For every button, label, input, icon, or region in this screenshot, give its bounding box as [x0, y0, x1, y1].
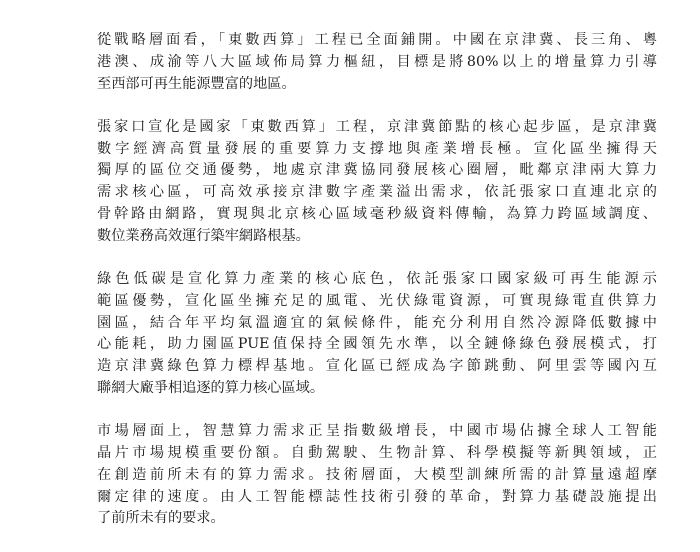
text-line: 至西部可再生能源豐富的地區。 — [97, 75, 296, 92]
text-line: 心能耗，助力園區PUE值保持全國領先水準，以全鏈條綠色發展模式，打 — [97, 336, 657, 353]
text-line: 張家口宣化是國家「東數西算」工程，京津冀節點的核心起步區，是京津冀 — [97, 118, 657, 135]
text-line: 從戰略層面看，「東數西算」工程已全面鋪開。中國在京津冀、長三角、粵 — [97, 32, 657, 48]
text-line: 爾定律的速度。由人工智能標誌性技術引發的革命，對算力基礎設施提出 — [97, 488, 657, 505]
text-line: 獨厚的區位交通優勢，地處京津冀協同發展核心圈層，毗鄰京津兩大算力 — [97, 162, 657, 179]
text-line: 市場層面上，智慧算力需求正呈指數級增長，中國市場佔據全球人工智能 — [97, 423, 657, 440]
text-line: 園區，結合年平均氣溫適宜的氣候條件，能充分利用自然冷源降低數據中 — [97, 314, 657, 331]
text-line: 晶片市場規模重要份額。自動駕駛、生物計算、科學模擬等新興領域，正 — [97, 444, 657, 461]
text-line: 在創造前所未有的算力需求。技術層面，大模型訓練所需的計算量遠超摩 — [97, 466, 657, 483]
text-line: 需求核心區，可高效承接京津數字產業溢出需求，依託張家口直連北京的 — [97, 184, 657, 201]
text-line: 數位業務高效運行築牢網路根基。 — [97, 227, 310, 244]
paragraph-strategy — [97, 30, 657, 95]
document-body — [97, 30, 657, 552]
paragraph-market — [97, 421, 657, 530]
text-line: 數字經濟高質量發展的重要算力支撐地與產業增長極。宣化區坐擁得天 — [97, 140, 657, 157]
paragraph-xuanhua-location — [97, 117, 657, 248]
paragraph-green-energy — [97, 269, 657, 400]
text-line: 範區優勢，宣化區坐擁充足的風電、光伏綠電資源，可實現綠電直供算力 — [97, 292, 657, 309]
text-line: 了前所未有的要求。 — [97, 510, 225, 527]
text-line: 港澳、成渝等八大區域佈局算力樞紐，目標是將80%以上的增量算力引導 — [97, 53, 657, 70]
text-line: 造京津冀綠色算力標桿基地。宣化區已經成為字節跳動、阿里雲等國內互 — [97, 358, 657, 375]
text-line: 骨幹路由網路，實現與北京核心區域毫秒級資料傳輸，為算力跨區域調度、 — [97, 205, 657, 222]
text-line: 綠色低碳是宣化算力產業的核心底色，依託張家口國家級可再生能源示 — [97, 270, 657, 287]
text-line: 聯網大廠爭相追逐的算力核心區域。 — [97, 379, 325, 396]
